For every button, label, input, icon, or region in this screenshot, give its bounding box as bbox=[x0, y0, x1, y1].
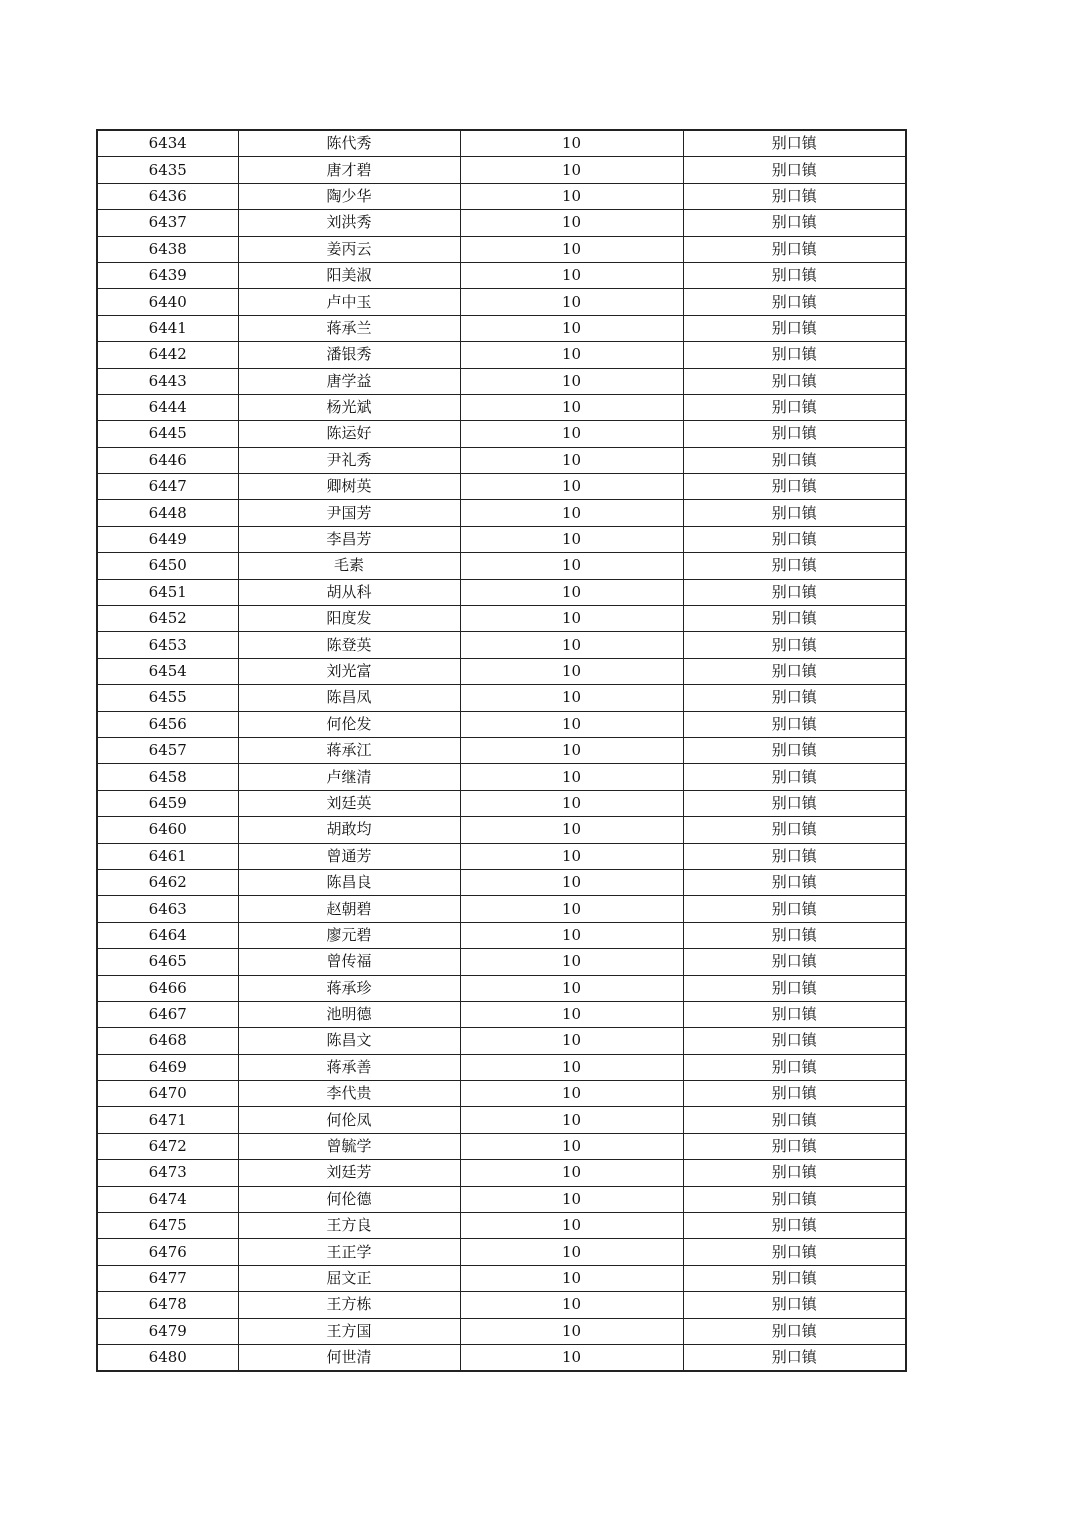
table-row bbox=[97, 1001, 906, 1027]
cell-town: 别口镇 bbox=[683, 843, 906, 869]
cell-town: 别口镇 bbox=[683, 632, 906, 658]
cell-number: 6437 bbox=[97, 210, 238, 236]
cell-name: 刘廷芳 bbox=[238, 1160, 460, 1186]
cell-amount: 10 bbox=[460, 606, 683, 632]
cell-town: 别口镇 bbox=[683, 896, 906, 922]
cell-amount: 10 bbox=[460, 1213, 683, 1239]
cell-name: 蒋承江 bbox=[238, 737, 460, 763]
cell-amount: 10 bbox=[460, 1239, 683, 1265]
table-row bbox=[97, 606, 906, 632]
cell-town: 别口镇 bbox=[683, 737, 906, 763]
cell-town: 别口镇 bbox=[683, 262, 906, 288]
cell-number: 6466 bbox=[97, 975, 238, 1001]
cell-number: 6452 bbox=[97, 606, 238, 632]
cell-town: 别口镇 bbox=[683, 975, 906, 1001]
cell-amount: 10 bbox=[460, 1344, 683, 1371]
table-row bbox=[97, 342, 906, 368]
cell-amount: 10 bbox=[460, 658, 683, 684]
table-row bbox=[97, 711, 906, 737]
cell-name: 刘光富 bbox=[238, 658, 460, 684]
table-row bbox=[97, 922, 906, 948]
cell-name: 刘洪秀 bbox=[238, 210, 460, 236]
cell-number: 6444 bbox=[97, 394, 238, 420]
cell-amount: 10 bbox=[460, 737, 683, 763]
cell-name: 屈文正 bbox=[238, 1265, 460, 1291]
table-row bbox=[97, 1318, 906, 1344]
cell-town: 别口镇 bbox=[683, 1133, 906, 1159]
table-row bbox=[97, 1292, 906, 1318]
cell-number: 6451 bbox=[97, 579, 238, 605]
cell-amount: 10 bbox=[460, 1265, 683, 1291]
cell-town: 别口镇 bbox=[683, 1107, 906, 1133]
table-row bbox=[97, 658, 906, 684]
cell-name: 曾毓学 bbox=[238, 1133, 460, 1159]
cell-name: 曾传福 bbox=[238, 949, 460, 975]
cell-name: 胡敢均 bbox=[238, 817, 460, 843]
table-row bbox=[97, 289, 906, 315]
cell-amount: 10 bbox=[460, 394, 683, 420]
cell-town: 别口镇 bbox=[683, 368, 906, 394]
cell-number: 6467 bbox=[97, 1001, 238, 1027]
cell-number: 6479 bbox=[97, 1318, 238, 1344]
cell-amount: 10 bbox=[460, 1318, 683, 1344]
cell-town: 别口镇 bbox=[683, 289, 906, 315]
cell-amount: 10 bbox=[460, 183, 683, 209]
cell-amount: 10 bbox=[460, 1107, 683, 1133]
cell-town: 别口镇 bbox=[683, 526, 906, 552]
cell-number: 6474 bbox=[97, 1186, 238, 1212]
cell-name: 李代贵 bbox=[238, 1081, 460, 1107]
cell-number: 6454 bbox=[97, 658, 238, 684]
table-row bbox=[97, 236, 906, 262]
cell-name: 何伦发 bbox=[238, 711, 460, 737]
cell-number: 6472 bbox=[97, 1133, 238, 1159]
cell-town: 别口镇 bbox=[683, 1318, 906, 1344]
cell-name: 胡从科 bbox=[238, 579, 460, 605]
cell-number: 6435 bbox=[97, 157, 238, 183]
cell-name: 潘银秀 bbox=[238, 342, 460, 368]
cell-number: 6478 bbox=[97, 1292, 238, 1318]
table-row bbox=[97, 1344, 906, 1371]
table-row bbox=[97, 817, 906, 843]
cell-name: 王方栋 bbox=[238, 1292, 460, 1318]
cell-amount: 10 bbox=[460, 1001, 683, 1027]
table-row bbox=[97, 1265, 906, 1291]
cell-name: 何世清 bbox=[238, 1344, 460, 1371]
cell-town: 别口镇 bbox=[683, 342, 906, 368]
cell-town: 别口镇 bbox=[683, 1213, 906, 1239]
cell-amount: 10 bbox=[460, 1054, 683, 1080]
table-row bbox=[97, 896, 906, 922]
table-row bbox=[97, 869, 906, 895]
cell-amount: 10 bbox=[460, 869, 683, 895]
table-row bbox=[97, 1107, 906, 1133]
cell-name: 陈昌良 bbox=[238, 869, 460, 895]
cell-town: 别口镇 bbox=[683, 764, 906, 790]
table-row bbox=[97, 1186, 906, 1212]
table-row bbox=[97, 526, 906, 552]
cell-amount: 10 bbox=[460, 685, 683, 711]
cell-town: 别口镇 bbox=[683, 130, 906, 157]
cell-name: 廖元碧 bbox=[238, 922, 460, 948]
cell-town: 别口镇 bbox=[683, 1001, 906, 1027]
cell-number: 6462 bbox=[97, 869, 238, 895]
cell-number: 6457 bbox=[97, 737, 238, 763]
cell-town: 别口镇 bbox=[683, 1186, 906, 1212]
cell-amount: 10 bbox=[460, 315, 683, 341]
cell-town: 别口镇 bbox=[683, 1292, 906, 1318]
cell-number: 6469 bbox=[97, 1054, 238, 1080]
table-row bbox=[97, 685, 906, 711]
cell-town: 别口镇 bbox=[683, 1344, 906, 1371]
cell-number: 6456 bbox=[97, 711, 238, 737]
cell-name: 阳度发 bbox=[238, 606, 460, 632]
cell-town: 别口镇 bbox=[683, 869, 906, 895]
table-row bbox=[97, 737, 906, 763]
cell-name: 刘廷英 bbox=[238, 790, 460, 816]
cell-town: 别口镇 bbox=[683, 500, 906, 526]
cell-number: 6463 bbox=[97, 896, 238, 922]
cell-amount: 10 bbox=[460, 896, 683, 922]
cell-town: 别口镇 bbox=[683, 315, 906, 341]
cell-town: 别口镇 bbox=[683, 183, 906, 209]
cell-number: 6447 bbox=[97, 474, 238, 500]
table-row bbox=[97, 210, 906, 236]
table-row bbox=[97, 157, 906, 183]
cell-number: 6476 bbox=[97, 1239, 238, 1265]
cell-name: 何伦德 bbox=[238, 1186, 460, 1212]
cell-name: 卿树英 bbox=[238, 474, 460, 500]
cell-amount: 10 bbox=[460, 975, 683, 1001]
cell-number: 6453 bbox=[97, 632, 238, 658]
table-row bbox=[97, 394, 906, 420]
cell-number: 6470 bbox=[97, 1081, 238, 1107]
cell-name: 陈登英 bbox=[238, 632, 460, 658]
table-row bbox=[97, 1028, 906, 1054]
cell-town: 别口镇 bbox=[683, 1081, 906, 1107]
cell-amount: 10 bbox=[460, 817, 683, 843]
table-row bbox=[97, 553, 906, 579]
cell-name: 陶少华 bbox=[238, 183, 460, 209]
cell-number: 6440 bbox=[97, 289, 238, 315]
table-row bbox=[97, 474, 906, 500]
cell-number: 6461 bbox=[97, 843, 238, 869]
cell-amount: 10 bbox=[460, 843, 683, 869]
cell-number: 6442 bbox=[97, 342, 238, 368]
cell-number: 6443 bbox=[97, 368, 238, 394]
table-row bbox=[97, 949, 906, 975]
table-row bbox=[97, 1133, 906, 1159]
cell-number: 6465 bbox=[97, 949, 238, 975]
cell-town: 别口镇 bbox=[683, 553, 906, 579]
cell-amount: 10 bbox=[460, 474, 683, 500]
cell-name: 唐学益 bbox=[238, 368, 460, 394]
cell-town: 别口镇 bbox=[683, 922, 906, 948]
cell-name: 蒋承善 bbox=[238, 1054, 460, 1080]
cell-amount: 10 bbox=[460, 157, 683, 183]
cell-amount: 10 bbox=[460, 1081, 683, 1107]
cell-amount: 10 bbox=[460, 790, 683, 816]
cell-number: 6475 bbox=[97, 1213, 238, 1239]
cell-amount: 10 bbox=[460, 632, 683, 658]
table-row bbox=[97, 579, 906, 605]
cell-town: 别口镇 bbox=[683, 949, 906, 975]
cell-town: 别口镇 bbox=[683, 157, 906, 183]
cell-name: 尹礼秀 bbox=[238, 447, 460, 473]
cell-town: 别口镇 bbox=[683, 1265, 906, 1291]
cell-amount: 10 bbox=[460, 1028, 683, 1054]
cell-name: 何伦凤 bbox=[238, 1107, 460, 1133]
table-row bbox=[97, 130, 906, 157]
table-row bbox=[97, 764, 906, 790]
cell-number: 6441 bbox=[97, 315, 238, 341]
cell-town: 别口镇 bbox=[683, 685, 906, 711]
table-row bbox=[97, 368, 906, 394]
cell-number: 6471 bbox=[97, 1107, 238, 1133]
cell-name: 李昌芳 bbox=[238, 526, 460, 552]
table-row bbox=[97, 183, 906, 209]
table-row bbox=[97, 315, 906, 341]
cell-name: 唐才碧 bbox=[238, 157, 460, 183]
cell-number: 6473 bbox=[97, 1160, 238, 1186]
cell-number: 6450 bbox=[97, 553, 238, 579]
cell-number: 6455 bbox=[97, 685, 238, 711]
cell-name: 卢继清 bbox=[238, 764, 460, 790]
cell-amount: 10 bbox=[460, 368, 683, 394]
cell-town: 别口镇 bbox=[683, 394, 906, 420]
cell-amount: 10 bbox=[460, 922, 683, 948]
cell-amount: 10 bbox=[460, 949, 683, 975]
cell-name: 尹国芳 bbox=[238, 500, 460, 526]
cell-town: 别口镇 bbox=[683, 447, 906, 473]
cell-town: 别口镇 bbox=[683, 658, 906, 684]
cell-name: 蒋承兰 bbox=[238, 315, 460, 341]
cell-town: 别口镇 bbox=[683, 1028, 906, 1054]
cell-name: 曾通芳 bbox=[238, 843, 460, 869]
table-row bbox=[97, 1054, 906, 1080]
cell-amount: 10 bbox=[460, 1292, 683, 1318]
table-row bbox=[97, 843, 906, 869]
cell-name: 王方国 bbox=[238, 1318, 460, 1344]
cell-number: 6445 bbox=[97, 421, 238, 447]
table-row bbox=[97, 421, 906, 447]
table-row bbox=[97, 1239, 906, 1265]
cell-name: 王方良 bbox=[238, 1213, 460, 1239]
table-row bbox=[97, 632, 906, 658]
cell-town: 别口镇 bbox=[683, 606, 906, 632]
table-row bbox=[97, 790, 906, 816]
cell-number: 6460 bbox=[97, 817, 238, 843]
cell-amount: 10 bbox=[460, 289, 683, 315]
cell-town: 别口镇 bbox=[683, 474, 906, 500]
table-row bbox=[97, 975, 906, 1001]
cell-name: 陈运好 bbox=[238, 421, 460, 447]
cell-name: 陈代秀 bbox=[238, 130, 460, 157]
cell-amount: 10 bbox=[460, 1160, 683, 1186]
cell-amount: 10 bbox=[460, 421, 683, 447]
cell-amount: 10 bbox=[460, 711, 683, 737]
cell-name: 阳美淑 bbox=[238, 262, 460, 288]
cell-number: 6449 bbox=[97, 526, 238, 552]
cell-name: 杨光斌 bbox=[238, 394, 460, 420]
cell-town: 别口镇 bbox=[683, 790, 906, 816]
cell-amount: 10 bbox=[460, 579, 683, 605]
cell-amount: 10 bbox=[460, 526, 683, 552]
cell-number: 6448 bbox=[97, 500, 238, 526]
cell-name: 陈昌文 bbox=[238, 1028, 460, 1054]
cell-amount: 10 bbox=[460, 130, 683, 157]
cell-amount: 10 bbox=[460, 764, 683, 790]
cell-amount: 10 bbox=[460, 1133, 683, 1159]
table-row bbox=[97, 1081, 906, 1107]
cell-name: 毛素 bbox=[238, 553, 460, 579]
cell-name: 姜丙云 bbox=[238, 236, 460, 262]
cell-name: 陈昌凤 bbox=[238, 685, 460, 711]
cell-name: 卢中玉 bbox=[238, 289, 460, 315]
table-row bbox=[97, 500, 906, 526]
cell-amount: 10 bbox=[460, 236, 683, 262]
cell-town: 别口镇 bbox=[683, 1160, 906, 1186]
cell-number: 6468 bbox=[97, 1028, 238, 1054]
cell-number: 6446 bbox=[97, 447, 238, 473]
table-row bbox=[97, 262, 906, 288]
cell-amount: 10 bbox=[460, 1186, 683, 1212]
cell-town: 别口镇 bbox=[683, 817, 906, 843]
cell-town: 别口镇 bbox=[683, 711, 906, 737]
cell-number: 6436 bbox=[97, 183, 238, 209]
cell-number: 6464 bbox=[97, 922, 238, 948]
table-body bbox=[97, 130, 906, 1371]
cell-number: 6434 bbox=[97, 130, 238, 157]
cell-number: 6438 bbox=[97, 236, 238, 262]
cell-amount: 10 bbox=[460, 553, 683, 579]
cell-town: 别口镇 bbox=[683, 1054, 906, 1080]
cell-number: 6480 bbox=[97, 1344, 238, 1371]
cell-name: 王正学 bbox=[238, 1239, 460, 1265]
cell-town: 别口镇 bbox=[683, 579, 906, 605]
table-row bbox=[97, 447, 906, 473]
data-table bbox=[96, 129, 907, 1372]
cell-number: 6439 bbox=[97, 262, 238, 288]
cell-amount: 10 bbox=[460, 210, 683, 236]
cell-town: 别口镇 bbox=[683, 236, 906, 262]
cell-name: 赵朝碧 bbox=[238, 896, 460, 922]
cell-amount: 10 bbox=[460, 500, 683, 526]
cell-number: 6458 bbox=[97, 764, 238, 790]
cell-name: 池明德 bbox=[238, 1001, 460, 1027]
cell-amount: 10 bbox=[460, 342, 683, 368]
table-row bbox=[97, 1213, 906, 1239]
table-row bbox=[97, 1160, 906, 1186]
cell-town: 别口镇 bbox=[683, 421, 906, 447]
cell-amount: 10 bbox=[460, 447, 683, 473]
cell-amount: 10 bbox=[460, 262, 683, 288]
cell-number: 6477 bbox=[97, 1265, 238, 1291]
cell-town: 别口镇 bbox=[683, 1239, 906, 1265]
cell-town: 别口镇 bbox=[683, 210, 906, 236]
cell-number: 6459 bbox=[97, 790, 238, 816]
cell-name: 蒋承珍 bbox=[238, 975, 460, 1001]
